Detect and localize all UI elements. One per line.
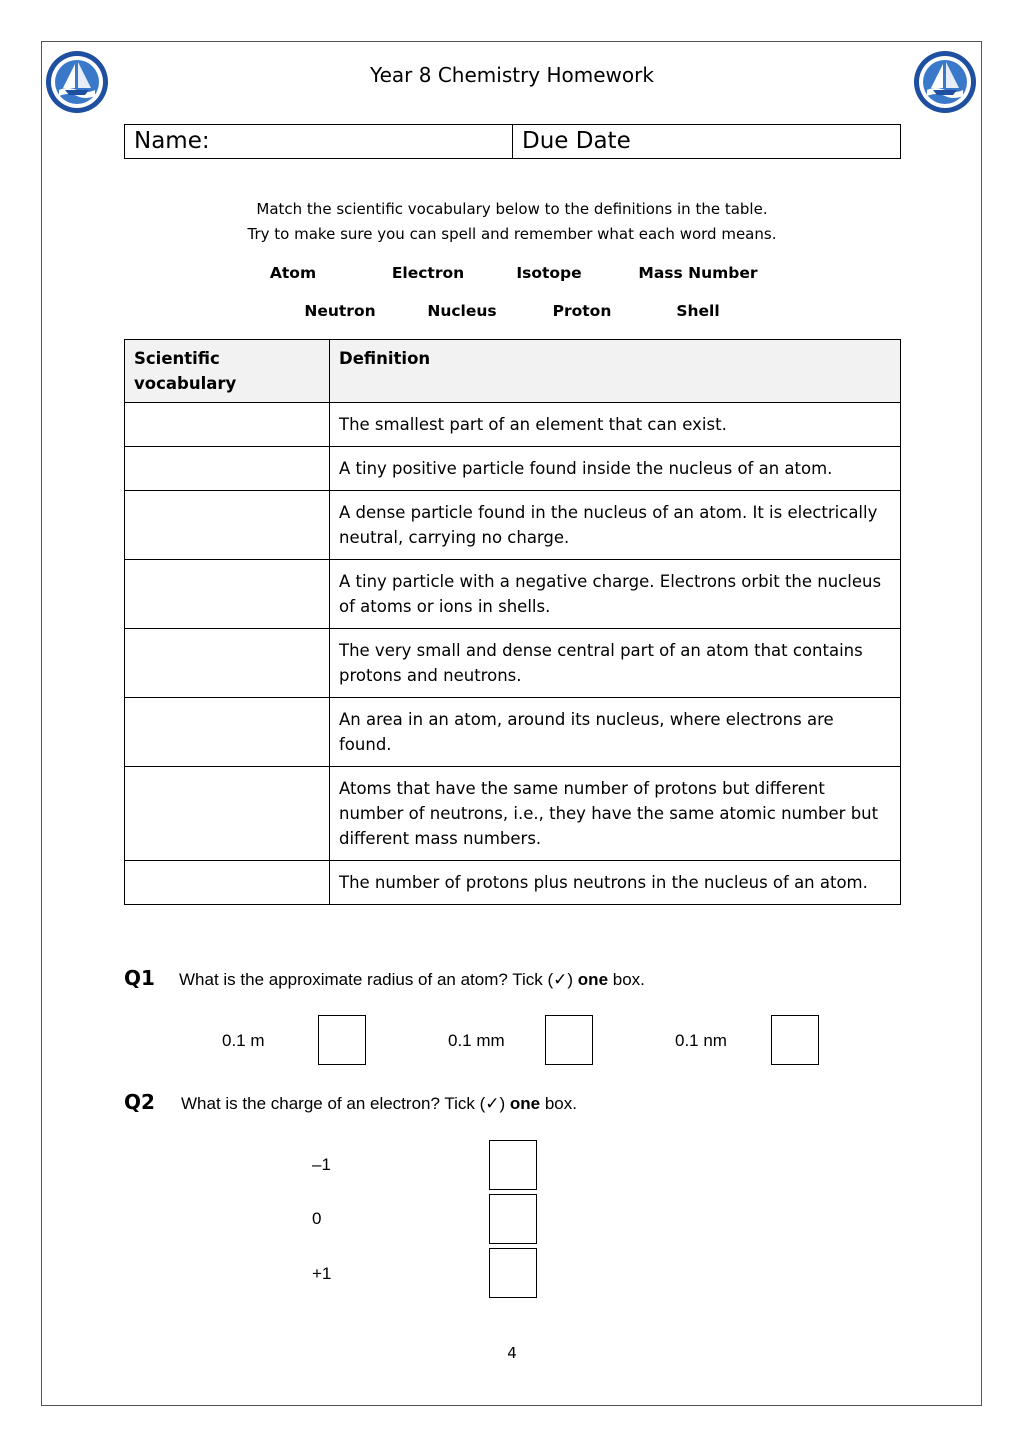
definition-cell: The very small and dense central part of an atom that contains protons and neutrons.: [330, 629, 901, 698]
word-bank-item: Atom: [269, 264, 317, 282]
vocabulary-answer-cell[interactable]: [125, 491, 330, 560]
word-bank-item: Electron: [391, 264, 465, 282]
table-row: [125, 767, 901, 861]
page-number: 4: [507, 1344, 517, 1362]
question-2-text: What is the charge of an electron? Tick (✓) one box.: [181, 1094, 577, 1113]
table-row: [125, 491, 901, 560]
vocabulary-answer-cell[interactable]: [125, 447, 330, 491]
instruction-line-1: Match the scientific vocabulary below to the definitions in the table.: [256, 200, 768, 218]
q1-option-label: 0.1 mm: [448, 1031, 505, 1050]
page-title: Year 8 Chemistry Homework: [370, 63, 654, 87]
table-row: [125, 560, 901, 629]
table-row: [125, 403, 901, 447]
q2-option-label: +1: [312, 1264, 332, 1283]
name-field[interactable]: Name:: [125, 125, 513, 158]
q1-option-label: 0.1 nm: [675, 1031, 727, 1050]
question-1-text: What is the approximate radius of an atom? Tick (✓) one box.: [179, 970, 645, 989]
definition-cell: The number of protons plus neutrons in the nucleus of an atom.: [330, 861, 901, 905]
vocabulary-answer-cell[interactable]: [125, 767, 330, 861]
q1-tick-box[interactable]: [318, 1015, 366, 1065]
table-row: [125, 447, 901, 491]
table-row: [125, 861, 901, 905]
column-header-definition: Definition: [330, 340, 901, 403]
due-date-field[interactable]: Due Date: [522, 128, 631, 154]
vocabulary-answer-cell[interactable]: [125, 861, 330, 905]
column-header-vocabulary: Scientific vocabulary: [125, 340, 330, 403]
name-due-date-box: [124, 124, 901, 159]
question-1-label: Q1: [124, 966, 155, 990]
q2-tick-box[interactable]: [489, 1194, 537, 1244]
vocabulary-answer-cell[interactable]: [125, 698, 330, 767]
definition-cell: A dense particle found in the nucleus of an atom. It is electrically neutral, carrying no charge.: [330, 491, 901, 560]
definition-cell: An area in an atom, around its nucleus, where electrons are found.: [330, 698, 901, 767]
table-header-row: [125, 340, 901, 403]
vocabulary-answer-cell[interactable]: [125, 629, 330, 698]
word-bank-item: Proton: [552, 302, 612, 320]
definition-cell: A tiny particle with a negative charge. Electrons orbit the nucleus of atoms or ions in shells.: [330, 560, 901, 629]
q1-tick-box[interactable]: [771, 1015, 819, 1065]
word-bank-item: Shell: [676, 302, 720, 320]
vocabulary-answer-cell[interactable]: [125, 560, 330, 629]
definition-cell: A tiny positive particle found inside the nucleus of an atom.: [330, 447, 901, 491]
table-row: [125, 698, 901, 767]
q2-option-label: 0: [312, 1209, 322, 1228]
word-bank-item: Isotope: [516, 264, 582, 282]
word-bank-item: Neutron: [304, 302, 376, 320]
table-row: [125, 629, 901, 698]
word-bank-item: Nucleus: [427, 302, 497, 320]
definition-cell: Atoms that have the same number of protons but different number of neutrons, i.e., they have the same atomic number but different mass numbers.: [330, 767, 901, 861]
definition-cell: The smallest part of an element that can exist.: [330, 403, 901, 447]
question-2-label: Q2: [124, 1090, 155, 1114]
q2-tick-box[interactable]: [489, 1248, 537, 1298]
vocabulary-answer-cell[interactable]: [125, 403, 330, 447]
q1-tick-box[interactable]: [545, 1015, 593, 1065]
q2-tick-box[interactable]: [489, 1140, 537, 1190]
instruction-line-2: Try to make sure you can spell and remember what each word means.: [247, 225, 777, 243]
word-bank-item: Mass Number: [638, 264, 758, 282]
vocabulary-table: [124, 339, 901, 905]
q1-option-label: 0.1 m: [222, 1031, 265, 1050]
q2-option-label: –1: [312, 1155, 331, 1174]
